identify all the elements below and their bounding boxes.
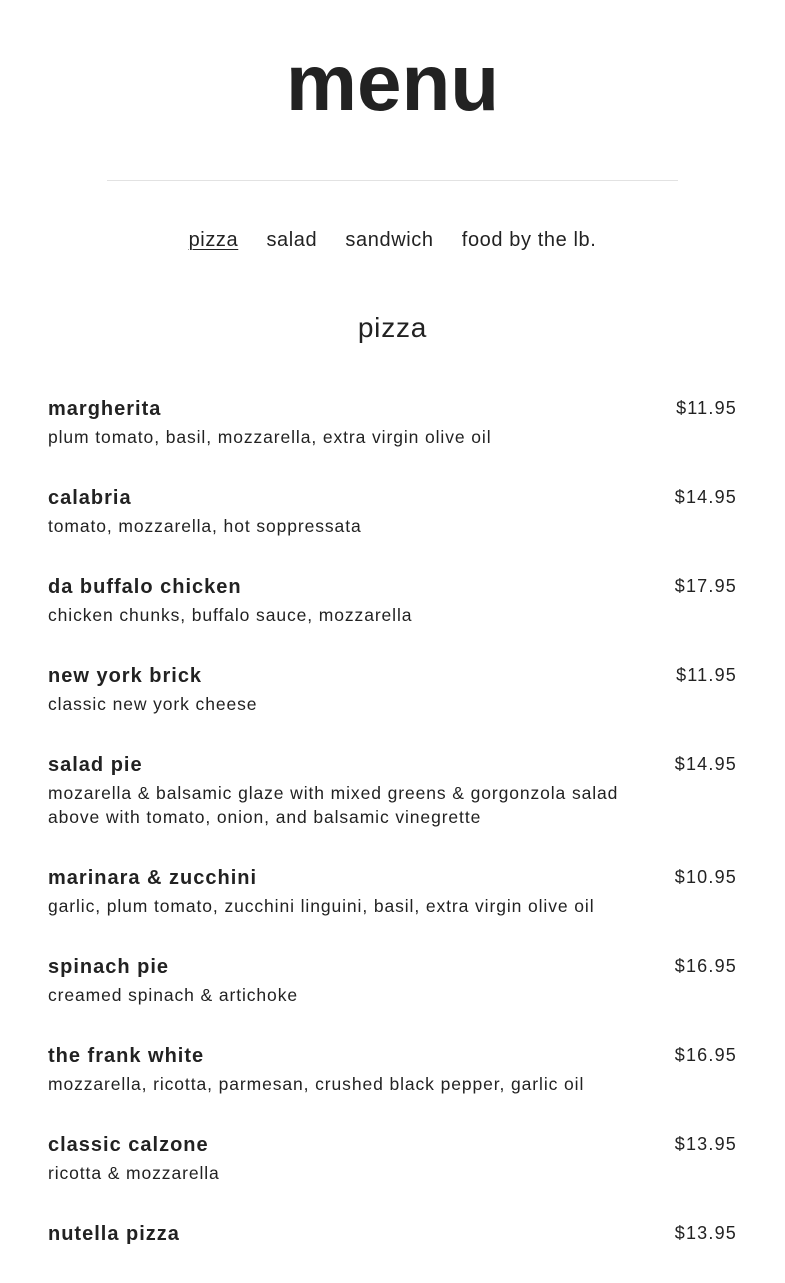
item-price: $16.95 bbox=[674, 956, 737, 976]
nav-tab-food-by-the-lb[interactable]: food by the lb. bbox=[461, 229, 597, 251]
header-divider bbox=[107, 180, 678, 181]
menu-item bbox=[48, 866, 737, 918]
item-price: $13.95 bbox=[674, 1223, 737, 1243]
item-price: $11.95 bbox=[676, 398, 737, 418]
menu-list bbox=[48, 397, 737, 1283]
item-price: $10.95 bbox=[674, 867, 737, 887]
menu-item bbox=[48, 753, 737, 829]
item-price: $14.95 bbox=[674, 487, 737, 507]
item-name: spinach pie bbox=[48, 956, 170, 978]
menu-item bbox=[48, 955, 737, 1007]
menu-item bbox=[48, 664, 737, 716]
item-description: chicken chunks, buffalo sauce, mozzarella bbox=[48, 605, 413, 625]
nav-tab-sandwich[interactable]: sandwich bbox=[345, 229, 434, 251]
menu-item bbox=[48, 486, 737, 538]
section-title: pizza bbox=[357, 312, 428, 343]
item-name: margherita bbox=[48, 398, 162, 420]
item-description: classic new york cheese bbox=[48, 694, 258, 714]
category-nav bbox=[0, 228, 785, 252]
menu-item bbox=[48, 1222, 737, 1246]
item-description: plum tomato, basil, mozzarella, extra virgin olive oil bbox=[48, 427, 492, 447]
item-description: tomato, mozzarella, hot soppressata bbox=[48, 516, 362, 536]
item-name: da buffalo chicken bbox=[48, 576, 242, 598]
item-price: $11.95 bbox=[676, 665, 737, 685]
item-name: the frank white bbox=[48, 1045, 205, 1067]
item-price: $13.95 bbox=[674, 1134, 737, 1154]
item-name: nutella pizza bbox=[48, 1223, 180, 1245]
menu-item bbox=[48, 575, 737, 627]
item-name: new york brick bbox=[48, 665, 203, 687]
item-name: marinara & zucchini bbox=[48, 867, 258, 889]
nav-tab-salad[interactable]: salad bbox=[266, 229, 318, 251]
item-name: salad pie bbox=[48, 754, 143, 776]
item-name: classic calzone bbox=[48, 1134, 209, 1156]
item-description: mozzarella, ricotta, parmesan, crushed black pepper, garlic oil bbox=[48, 1074, 585, 1094]
item-price: $16.95 bbox=[674, 1045, 737, 1065]
item-description: ricotta & mozzarella bbox=[48, 1163, 220, 1183]
item-name: calabria bbox=[48, 487, 132, 509]
item-price: $14.95 bbox=[674, 754, 737, 774]
item-description: garlic, plum tomato, zucchini linguini, basil, extra virgin olive oil bbox=[48, 896, 595, 916]
item-price: $17.95 bbox=[674, 576, 737, 596]
nav-tab-pizza[interactable]: pizza bbox=[188, 229, 239, 251]
item-description: creamed spinach & artichoke bbox=[48, 985, 298, 1005]
page-title: menu bbox=[285, 38, 500, 127]
menu-item bbox=[48, 397, 737, 449]
menu-item bbox=[48, 1133, 737, 1185]
item-description: mozarella & balsamic glaze with mixed greens & gorgonzola salad above with tomato, onion, and balsamic vinegrette bbox=[48, 783, 619, 827]
menu-item bbox=[48, 1044, 737, 1096]
